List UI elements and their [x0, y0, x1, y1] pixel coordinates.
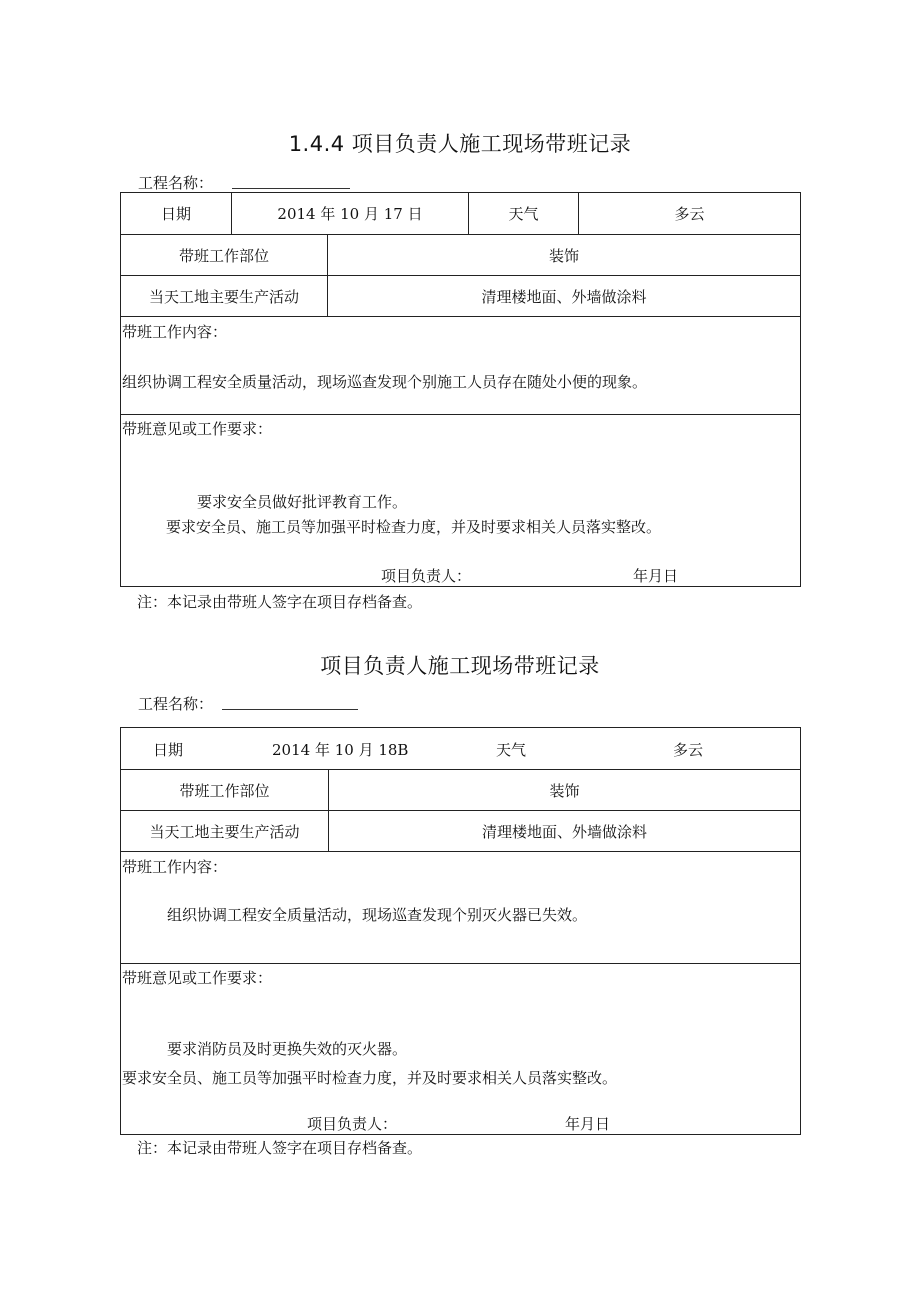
- record2-weather-value: 多云: [673, 741, 704, 759]
- record1-content-cell: [121, 317, 801, 415]
- record1-note: 注：本记录由带班人签字在项目存档备查。: [137, 593, 423, 611]
- record1-title: 1.4.4 项目负责人施工现场带班记录: [288, 132, 632, 156]
- record1-date-sign: 年月日: [633, 567, 679, 585]
- record1-date-label: 日期: [121, 193, 232, 235]
- record2-opinion-label: 带班意见或工作要求：: [122, 969, 273, 987]
- record1-table: [120, 192, 801, 587]
- record2-activity-label: 当天工地主要生产活动: [121, 811, 329, 852]
- record1-dept-value: 装饰: [328, 235, 801, 276]
- record2-content-cell: [121, 852, 801, 964]
- record1-opinion-cell: [121, 415, 801, 587]
- record2-opinion-line1: 要求消防员及时更换失效的灭火器。: [167, 1040, 408, 1058]
- record2-activity-value: 清理楼地面、外墙做涂料: [329, 811, 801, 852]
- record2-weather-label: 天气: [496, 741, 527, 759]
- record1-activity-label: 当天工地主要生产活动: [121, 276, 328, 317]
- record2-date-value: 2014 年 10 月 18B: [272, 741, 409, 759]
- record2-content-label: 带班工作内容：: [122, 858, 228, 876]
- record1-dept-label: 带班工作部位: [121, 235, 328, 276]
- record2-dept-value: 装饰: [329, 770, 801, 811]
- record2-content-text: 组织协调工程安全质量活动，现场巡查发现个别灭火器已失效。: [167, 906, 588, 924]
- record2-header-cell: [121, 728, 801, 770]
- record2-signer-label: 项目负责人：: [307, 1115, 398, 1133]
- record1-weather-label: 天气: [469, 193, 579, 235]
- record2-project-label: 工程名称：: [138, 695, 214, 713]
- record1-opinion-label: 带班意见或工作要求：: [122, 420, 273, 438]
- record2-title: 项目负责人施工现场带班记录: [320, 654, 600, 678]
- record1-project-label: 工程名称：: [138, 174, 214, 192]
- record2-table: [120, 727, 801, 1135]
- record1-content-label: 带班工作内容：: [122, 323, 228, 341]
- record1-signer-label: 项目负责人：: [381, 567, 472, 585]
- record1-content-text: 组织协调工程安全质量活动，现场巡查发现个别施工人员存在随处小便的现象。: [122, 373, 648, 391]
- record1-opinion-line2: 要求安全员、施工员等加强平时检查力度，并及时要求相关人员落实整改。: [166, 518, 662, 536]
- record2-note: 注：本记录由带班人签字在项目存档备查。: [137, 1139, 423, 1157]
- record1-activity-value: 清理楼地面、外墙做涂料: [328, 276, 801, 317]
- record2-date-sign: 年月日: [565, 1115, 611, 1133]
- record2-date-label: 日期: [153, 741, 184, 759]
- record1-weather-value: 多云: [579, 193, 801, 235]
- record2-opinion-line2: 要求安全员、施工员等加强平时检查力度，并及时要求相关人员落实整改。: [122, 1069, 618, 1087]
- record2-dept-label: 带班工作部位: [121, 770, 329, 811]
- record2-opinion-cell: [121, 964, 801, 1135]
- record1-opinion-line1: 要求安全员做好批评教育工作。: [197, 493, 408, 511]
- record1-project-field[interactable]: [232, 187, 350, 189]
- record2-project-field[interactable]: [222, 708, 358, 710]
- record1-date-value: 2014 年 10 月 17 日: [232, 193, 469, 235]
